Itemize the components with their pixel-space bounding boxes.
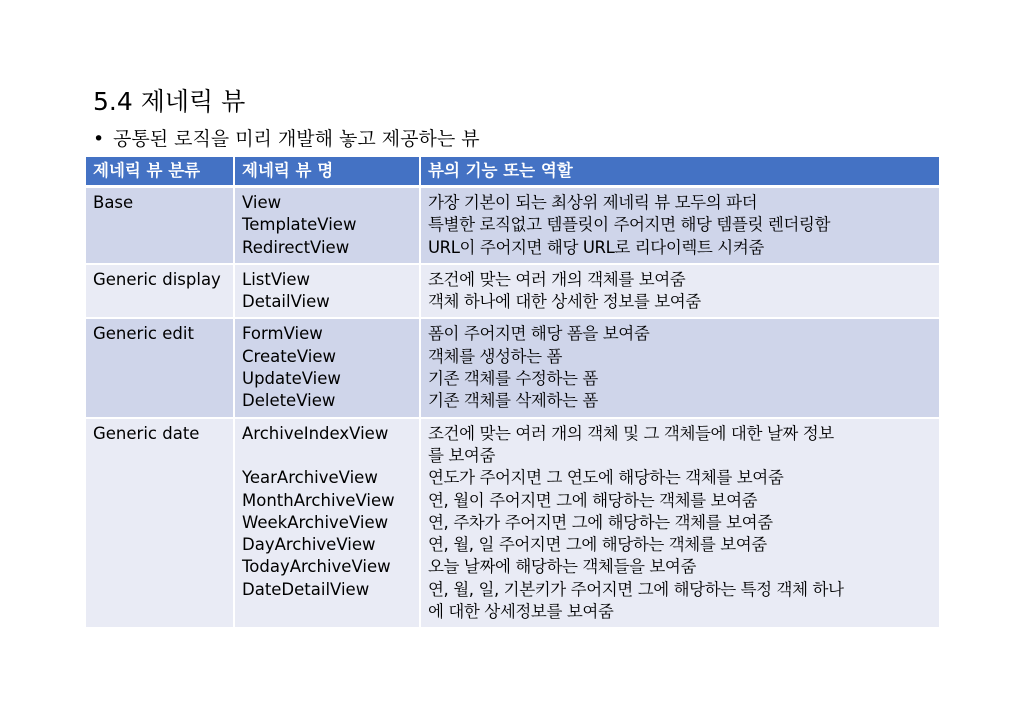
- category-label: Generic edit: [93, 324, 194, 344]
- category-label: Base: [93, 193, 134, 212]
- description-cell: [420, 418, 939, 629]
- view-name: MonthArchiveView: [242, 490, 395, 510]
- description-line: 연, 월이 주어지면 그에 해당하는 객체를 보여줌: [428, 490, 758, 510]
- description-line: 연, 월, 일 주어지면 그에 해당하는 객체를 보여줌: [428, 535, 767, 555]
- description-line: 객체 하나에 대한 상세한 정보를 보여줌: [428, 292, 701, 312]
- view-name: [242, 445, 412, 467]
- description-line: 조건에 맞는 여러 개의 객체 및 그 객체들에 대한 날짜 정보: [428, 423, 834, 443]
- view-name-cell: [234, 187, 420, 264]
- description-line: 연도가 주어지면 그 연도에 해당하는 객체를 보여줌: [428, 468, 784, 488]
- table-row: [86, 187, 939, 264]
- description-line: 기존 객체를 수정하는 폼: [428, 369, 598, 389]
- description-line: 오늘 날짜에 해당하는 객체들을 보여줌: [428, 557, 697, 577]
- view-name: ArchiveIndexView: [242, 423, 389, 443]
- description-cell: [420, 187, 939, 264]
- description-line: 연, 월, 일, 기본키가 주어지면 그에 해당하는 특정 객체 하나: [428, 579, 844, 599]
- table-body: [86, 187, 939, 629]
- description-line: 조건에 맞는 여러 개의 객체를 보여줌: [428, 269, 686, 289]
- view-name: FormView: [242, 324, 323, 344]
- table-header-row: [86, 157, 939, 187]
- bullet-text: 공통된 로직을 미리 개발해 놓고 제공하는 뷰: [113, 128, 480, 150]
- view-name-cell: [234, 318, 420, 417]
- view-name: RedirectView: [242, 237, 350, 257]
- view-name: YearArchiveView: [242, 468, 378, 488]
- view-name-cell: [234, 418, 420, 629]
- view-name: CreateView: [242, 346, 336, 366]
- view-name: TemplateView: [242, 215, 357, 235]
- view-name: UpdateView: [242, 369, 341, 389]
- category-label: Generic date: [93, 423, 200, 443]
- view-name: TodayArchiveView: [242, 557, 391, 577]
- view-name: DeleteView: [242, 391, 336, 411]
- table-row: [86, 318, 939, 417]
- description-line: URL이 주어지면 해당 URL로 리다이렉트 시켜줌: [428, 237, 764, 257]
- view-name-cell: [234, 264, 420, 319]
- category-cell: [86, 318, 234, 417]
- view-name: ListView: [242, 269, 310, 289]
- view-name: DetailView: [242, 292, 330, 312]
- bullet-point: [93, 126, 480, 152]
- header-description: 뷰의 기능 또는 역할: [420, 157, 939, 187]
- header-view-name: 제네릭 뷰 명: [234, 157, 420, 187]
- header-category: 제네릭 뷰 분류: [86, 157, 234, 187]
- description-cell: [420, 318, 939, 417]
- view-name: View: [242, 193, 282, 212]
- bullet-dot-icon: •: [93, 128, 105, 150]
- description-line: 가장 기본이 되는 최상위 제네릭 뷰 모두의 파더: [428, 193, 758, 212]
- generic-views-table: [86, 157, 939, 629]
- description-line: 기존 객체를 삭제하는 폼: [428, 391, 598, 411]
- description-line: 를 보여줌: [428, 445, 496, 465]
- description-line: 폼이 주어지면 해당 폼을 보여줌: [428, 324, 650, 344]
- view-name: DateDetailView: [242, 579, 370, 599]
- category-cell: [86, 187, 234, 264]
- table-row: [86, 264, 939, 319]
- description-line: 연, 주차가 주어지면 그에 해당하는 객체를 보여줌: [428, 512, 773, 532]
- description-line: 객체를 생성하는 폼: [428, 346, 563, 366]
- table-row: [86, 418, 939, 629]
- category-cell: [86, 418, 234, 629]
- description-line: 특별한 로직없고 템플릿이 주어지면 해당 템플릿 렌더링함: [428, 215, 831, 235]
- slide-title: 5.4 제네릭 뷰: [93, 87, 246, 116]
- description-line: 에 대한 상세정보를 보여줌: [428, 602, 614, 622]
- view-name: DayArchiveView: [242, 535, 376, 555]
- category-cell: [86, 264, 234, 319]
- category-label: Generic display: [93, 269, 221, 289]
- view-name: WeekArchiveView: [242, 512, 389, 532]
- description-cell: [420, 264, 939, 319]
